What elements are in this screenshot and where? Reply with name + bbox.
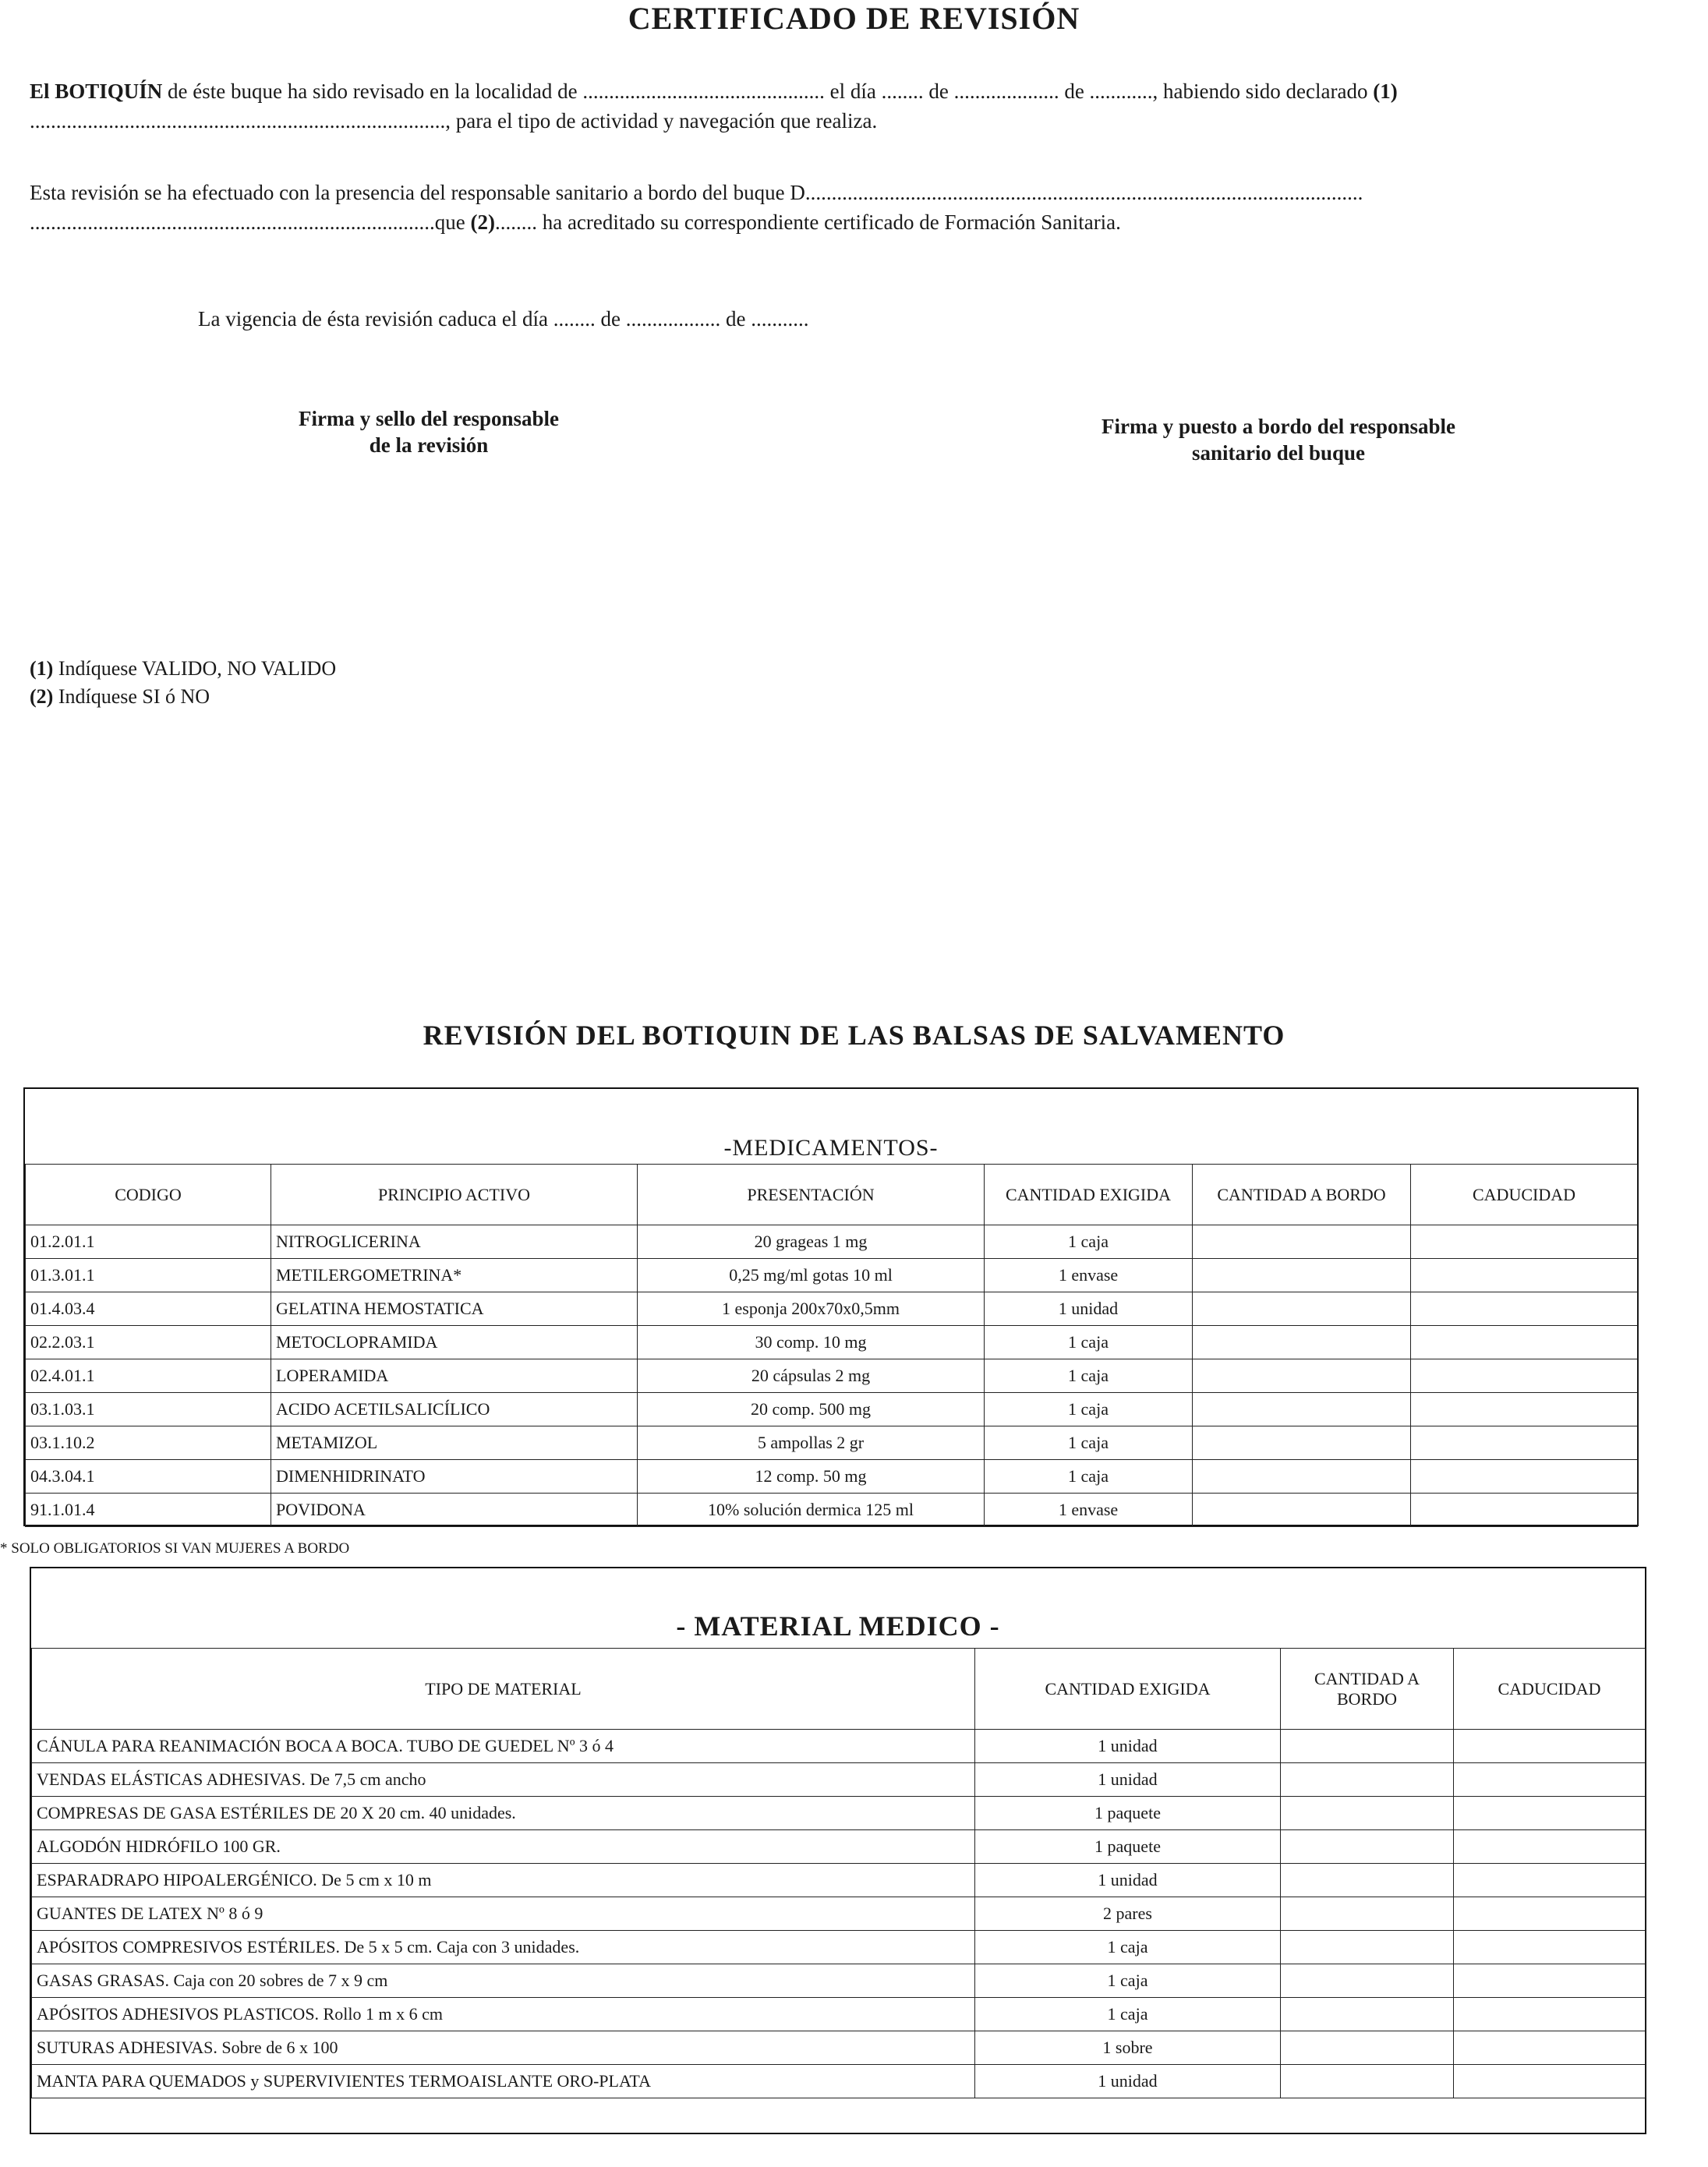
table-row	[26, 1460, 1638, 1494]
col-cantidad-a-bordo: CANTIDAD A BORDO	[1193, 1165, 1411, 1225]
cell-cantidad-a-bordo[interactable]	[1193, 1494, 1411, 1527]
cell-caducidad[interactable]	[1454, 1964, 1646, 1998]
cell-principio-activo: ACIDO ACETILSALICÍLICO	[271, 1393, 638, 1426]
cell-cantidad-exigida: 1 caja	[975, 1931, 1281, 1964]
cell-caducidad[interactable]	[1411, 1326, 1638, 1359]
cell-cantidad-exigida: 1 envase	[985, 1494, 1193, 1527]
table-row	[32, 1897, 1646, 1931]
bold-lead: El BOTIQUÍN	[30, 80, 163, 103]
cell-cantidad-exigida: 1 paquete	[975, 1797, 1281, 1830]
cell-cantidad-exigida: 2 pares	[975, 1897, 1281, 1931]
cell-presentacion: 30 comp. 10 mg	[638, 1326, 985, 1359]
cell-cantidad-exigida: 1 caja	[975, 1998, 1281, 2031]
col-codigo: CODIGO	[26, 1165, 271, 1225]
cell-principio-activo: METOCLOPRAMIDA	[271, 1326, 638, 1359]
table-row	[26, 1359, 1638, 1393]
cell-cantidad-a-bordo[interactable]	[1281, 1964, 1454, 1998]
cell-caducidad[interactable]	[1411, 1259, 1638, 1292]
vigencia-line: La vigencia de ésta revisión caduca el día ........ de .................. de ...........	[198, 307, 809, 331]
cell-cantidad-exigida: 1 unidad	[975, 2065, 1281, 2098]
table-row	[32, 2031, 1646, 2065]
cell-presentacion: 10% solución dermica 125 ml	[638, 1494, 985, 1527]
page-title: CERTIFICADO DE REVISIÓN	[628, 1, 1080, 36]
cell-tipo-material: APÓSITOS COMPRESIVOS ESTÉRILES. De 5 x 5 cm. Caja con 3 unidades.	[32, 1931, 975, 1964]
cell-cantidad-exigida: 1 caja	[985, 1460, 1193, 1494]
table-row	[32, 1931, 1646, 1964]
signature-right-line: sanitario del buque	[1191, 441, 1366, 465]
col-caducidad: CADUCIDAD	[1454, 1649, 1646, 1730]
table-row	[32, 1864, 1646, 1897]
cell-codigo: 91.1.01.4	[26, 1494, 271, 1527]
cell-codigo: 01.4.03.4	[26, 1292, 271, 1326]
cell-cantidad-exigida: 1 caja	[975, 1964, 1281, 1998]
cell-caducidad[interactable]	[1454, 1864, 1646, 1897]
cell-principio-activo: POVIDONA	[271, 1494, 638, 1527]
cell-cantidad-a-bordo[interactable]	[1281, 2065, 1454, 2098]
cell-caducidad[interactable]	[1411, 1393, 1638, 1426]
cell-cantidad-exigida: 1 envase	[985, 1259, 1193, 1292]
cell-cantidad-exigida: 1 unidad	[975, 1730, 1281, 1763]
table-header-row	[26, 1165, 1638, 1225]
signature-left	[195, 405, 663, 458]
cell-caducidad[interactable]	[1411, 1494, 1638, 1527]
table-row	[32, 1763, 1646, 1797]
cell-tipo-material: ALGODÓN HIDRÓFILO 100 GR.	[32, 1830, 975, 1864]
cell-presentacion: 20 grageas 1 mg	[638, 1225, 985, 1259]
table-row	[26, 1426, 1638, 1460]
cell-cantidad-exigida: 1 caja	[985, 1393, 1193, 1426]
cell-presentacion: 5 ampollas 2 gr	[638, 1426, 985, 1460]
cell-codigo: 02.4.01.1	[26, 1359, 271, 1393]
cell-caducidad[interactable]	[1454, 1897, 1646, 1931]
cell-codigo: 01.2.01.1	[26, 1225, 271, 1259]
cell-codigo: 03.1.10.2	[26, 1426, 271, 1460]
table-row	[32, 2065, 1646, 2098]
cell-cantidad-a-bordo[interactable]	[1281, 1931, 1454, 1964]
cell-presentacion: 12 comp. 50 mg	[638, 1460, 985, 1494]
cell-codigo: 02.2.03.1	[26, 1326, 271, 1359]
cell-caducidad[interactable]	[1454, 1797, 1646, 1830]
paragraph-text: ..............................................................................., para el tipo de actividad y navegación que realiza.	[30, 109, 878, 133]
cell-caducidad[interactable]	[1454, 1998, 1646, 2031]
cell-cantidad-exigida: 1 caja	[985, 1225, 1193, 1259]
cell-cantidad-a-bordo[interactable]	[1193, 1292, 1411, 1326]
cell-cantidad-a-bordo[interactable]	[1193, 1393, 1411, 1426]
col-principio-activo: PRINCIPIO ACTIVO	[271, 1165, 638, 1225]
cell-principio-activo: LOPERAMIDA	[271, 1359, 638, 1393]
medicamentos-table	[25, 1164, 1638, 1527]
cell-tipo-material: SUTURAS ADHESIVAS. Sobre de 6 x 100	[32, 2031, 975, 2065]
cell-cantidad-a-bordo[interactable]	[1193, 1326, 1411, 1359]
cell-cantidad-exigida: 1 caja	[985, 1359, 1193, 1393]
col-cantidad-a-bordo: CANTIDAD A BORDO	[1281, 1649, 1454, 1730]
cell-cantidad-exigida: 1 unidad	[975, 1763, 1281, 1797]
cell-cantidad-a-bordo[interactable]	[1281, 1797, 1454, 1830]
table-header-row	[32, 1649, 1646, 1730]
cell-principio-activo: METILERGOMETRINA*	[271, 1259, 638, 1292]
cell-caducidad[interactable]	[1454, 1931, 1646, 1964]
material-table	[31, 1648, 1646, 2098]
col-cantidad-exigida: CANTIDAD EXIGIDA	[975, 1649, 1281, 1730]
medicamentos-heading: -MEDICAMENTOS-	[723, 1135, 939, 1161]
signature-right-line: Firma y puesto a bordo del responsable	[1101, 415, 1456, 438]
material-box	[30, 1567, 1646, 2134]
cell-cantidad-a-bordo[interactable]	[1281, 1998, 1454, 2031]
cell-presentacion: 20 cápsulas 2 mg	[638, 1359, 985, 1393]
cell-cantidad-a-bordo[interactable]	[1281, 1763, 1454, 1797]
section-title: REVISIÓN DEL BOTIQUIN DE LAS BALSAS DE SALVAMENTO	[423, 1020, 1285, 1051]
cell-caducidad[interactable]	[1411, 1225, 1638, 1259]
cell-tipo-material: COMPRESAS DE GASA ESTÉRILES DE 20 X 20 cm. 40 unidades.	[32, 1797, 975, 1830]
table-row	[32, 1998, 1646, 2031]
cell-tipo-material: CÁNULA PARA REANIMACIÓN BOCA A BOCA. TUBO DE GUEDEL Nº 3 ó 4	[32, 1730, 975, 1763]
cell-tipo-material: VENDAS ELÁSTICAS ADHESIVAS. De 7,5 cm ancho	[32, 1763, 975, 1797]
col-tipo-material: TIPO DE MATERIAL	[32, 1649, 975, 1730]
cell-cantidad-exigida: 1 unidad	[985, 1292, 1193, 1326]
table-row	[26, 1259, 1638, 1292]
paragraph-text: ........ ha acreditado su correspondiente certificado de Formación Sanitaria.	[494, 210, 1121, 234]
note-2: (2) Indíquese SI ó NO	[30, 685, 210, 708]
paragraph-botiquin	[30, 76, 1636, 136]
cell-cantidad-a-bordo[interactable]	[1281, 1864, 1454, 1897]
note-mark-1: (1)	[1373, 80, 1398, 103]
cell-cantidad-exigida: 1 sobre	[975, 2031, 1281, 2065]
cell-cantidad-a-bordo[interactable]	[1193, 1259, 1411, 1292]
cell-caducidad[interactable]	[1411, 1460, 1638, 1494]
cell-caducidad[interactable]	[1411, 1359, 1638, 1393]
cell-cantidad-a-bordo[interactable]	[1193, 1225, 1411, 1259]
cell-tipo-material: GASAS GRASAS. Caja con 20 sobres de 7 x 9 cm	[32, 1964, 975, 1998]
table-row	[26, 1225, 1638, 1259]
signature-left-line: de la revisión	[369, 433, 489, 457]
paragraph-text: Esta revisión se ha efectuado con la presencia del responsable sanitario a bordo del buque D.......................................................................................................... .............................................................................que	[30, 181, 1363, 234]
table-row	[26, 1326, 1638, 1359]
col-presentacion: PRESENTACIÓN	[638, 1165, 985, 1225]
cell-cantidad-a-bordo[interactable]	[1281, 1897, 1454, 1931]
cell-cantidad-exigida: 1 paquete	[975, 1830, 1281, 1864]
cell-tipo-material: GUANTES DE LATEX Nº 8 ó 9	[32, 1897, 975, 1931]
table-row	[26, 1494, 1638, 1527]
cell-cantidad-exigida: 1 caja	[985, 1326, 1193, 1359]
signature-right	[1006, 413, 1551, 466]
cell-caducidad[interactable]	[1411, 1426, 1638, 1460]
table-row	[26, 1393, 1638, 1426]
cell-presentacion: 1 esponja 200x70x0,5mm	[638, 1292, 985, 1326]
cell-principio-activo: DIMENHIDRINATO	[271, 1460, 638, 1494]
cell-caducidad[interactable]	[1454, 2065, 1646, 2098]
cell-codigo: 01.3.01.1	[26, 1259, 271, 1292]
table-row	[32, 1964, 1646, 1998]
cell-cantidad-a-bordo[interactable]	[1281, 2031, 1454, 2065]
cell-cantidad-a-bordo[interactable]	[1281, 1730, 1454, 1763]
paragraph-presencia	[30, 178, 1636, 237]
cell-tipo-material: APÓSITOS ADHESIVOS PLASTICOS. Rollo 1 m x 6 cm	[32, 1998, 975, 2031]
table-row	[32, 1797, 1646, 1830]
cell-principio-activo: METAMIZOL	[271, 1426, 638, 1460]
col-cantidad-exigida: CANTIDAD EXIGIDA	[985, 1165, 1193, 1225]
cell-cantidad-a-bordo[interactable]	[1193, 1460, 1411, 1494]
note-mark-2: (2)	[470, 210, 495, 234]
cell-presentacion: 0,25 mg/ml gotas 10 ml	[638, 1259, 985, 1292]
notes	[30, 655, 336, 711]
cell-caducidad[interactable]	[1454, 2031, 1646, 2065]
cell-cantidad-a-bordo[interactable]	[1193, 1359, 1411, 1393]
medicamentos-box	[23, 1087, 1639, 1526]
col-caducidad: CADUCIDAD	[1411, 1165, 1638, 1225]
cell-caducidad[interactable]	[1454, 1830, 1646, 1864]
cell-principio-activo: NITROGLICERINA	[271, 1225, 638, 1259]
paragraph-text: de éste buque ha sido revisado en la localidad de .............................................. el día ........ de .................... de ............, habiendo sido declarado	[162, 80, 1374, 103]
medicamentos-footnote: * SOLO OBLIGATORIOS SI VAN MUJERES A BORDO	[0, 1540, 350, 1557]
material-heading: - MATERIAL MEDICO -	[676, 1610, 1000, 1642]
table-row	[26, 1292, 1638, 1326]
cell-caducidad[interactable]	[1411, 1292, 1638, 1326]
cell-cantidad-a-bordo[interactable]	[1281, 1830, 1454, 1864]
table-row	[32, 1830, 1646, 1864]
cell-cantidad-exigida: 1 unidad	[975, 1864, 1281, 1897]
cell-codigo: 03.1.03.1	[26, 1393, 271, 1426]
note-1: (1) Indíquese VALIDO, NO VALIDO	[30, 657, 337, 680]
cell-cantidad-a-bordo[interactable]	[1193, 1426, 1411, 1460]
cell-caducidad[interactable]	[1454, 1730, 1646, 1763]
cell-caducidad[interactable]	[1454, 1763, 1646, 1797]
table-row	[32, 1730, 1646, 1763]
cell-tipo-material: MANTA PARA QUEMADOS y SUPERVIVIENTES TERMOAISLANTE ORO-PLATA	[32, 2065, 975, 2098]
cell-tipo-material: ESPARADRAPO HIPOALERGÉNICO. De 5 cm x 10 m	[32, 1864, 975, 1897]
cell-presentacion: 20 comp. 500 mg	[638, 1393, 985, 1426]
signature-left-line: Firma y sello del responsable	[299, 407, 559, 430]
cell-cantidad-exigida: 1 caja	[985, 1426, 1193, 1460]
cell-principio-activo: GELATINA HEMOSTATICA	[271, 1292, 638, 1326]
cell-codigo: 04.3.04.1	[26, 1460, 271, 1494]
